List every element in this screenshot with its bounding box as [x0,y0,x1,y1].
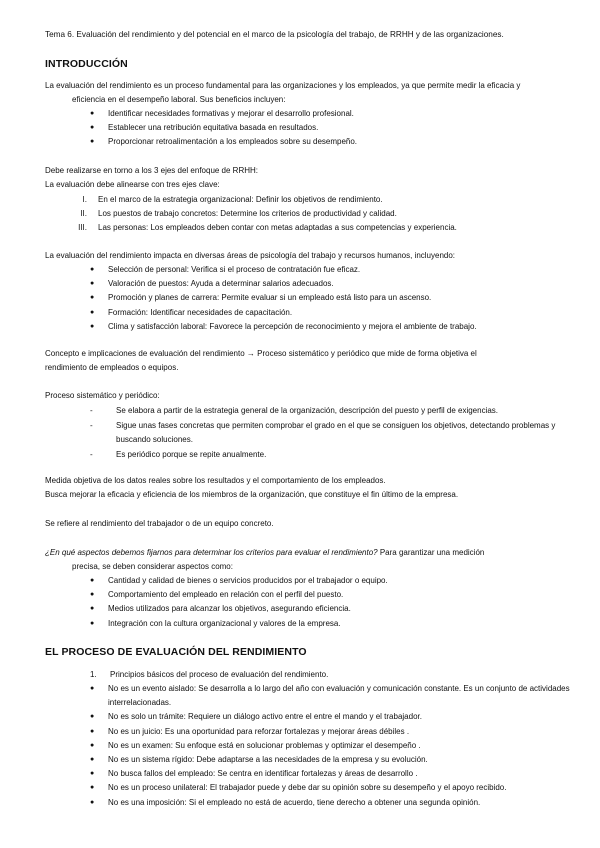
bullet-icon: ● [90,577,95,584]
question-rest: Para garantizar una medición [377,548,485,557]
question-italic: ¿En qué aspectos debemos fijarnos para determinar los criterios para evaluar el rendimiento? [45,548,378,557]
intro-line-2: eficiencia en el desempeño laboral. Sus beneficios incluyen: [72,95,286,104]
bullet-icon: ● [90,110,95,117]
list-item: ● Selección de personal: Verifica si el proceso de contratación fue eficaz. [90,263,477,277]
bullet-icon: ● [90,798,95,806]
concept-line-1: Concepto e implicaciones de evaluación del rendimiento → Proceso sistemático y periódico que mide de forma objetiva el [45,349,477,358]
list-item: ● No es un examen: Su enfoque está en solucionar problemas y optimizar el desempeño . [90,739,590,753]
list-item: ● No es un sistema rígido: Debe adaptarse a las necesidades de la empresa y su evolución. [90,753,590,767]
list-item: ● Promoción y planes de carrera: Permite evaluar si un empleado está listo para un ascenso. [90,291,477,305]
list-item: III. Las personas: Los empleados deben contar con metas adaptadas a sus competencias y experiencia. [78,223,457,233]
bullet-icon: ● [90,294,95,302]
list-item: ● No es una imposición: Si el empleado no está de acuerdo, tiene derecho a obtener una segunda opinión. [90,796,590,810]
bullet-icon: ● [90,322,95,330]
document-header: Tema 6. Evaluación del rendimiento y del potencial en el marco de la psicología del trabajo, de RRHH y de las organizaciones. [45,30,504,39]
principles-numbered-list [90,668,328,682]
question-line-2: precisa, se deben considerar aspectos como: [72,562,233,571]
list-item: ● Valoración de puestos: Ayuda a determinar salarios adecuados. [90,277,477,291]
list-item: I. En el marco de la estrategia organizacional: Definir los objetivos de rendimiento. [82,195,383,204]
list-item: ● No busca fallos del empleado: Se centra en identificar fortalezas y áreas de desarrollo . [90,767,590,781]
list-item: ● No es un juicio: Es una oportunidad para reforzar fortalezas y mejorar áreas débiles . [90,725,590,739]
axes-intro [45,164,590,192]
list-item: ● Establecer una retribución equitativa basada en resultados. [90,121,357,135]
bullet-icon: ● [90,591,95,599]
bullet-icon: ● [90,741,95,749]
measure-line-2: Busca mejorar la eficacia y eficiencia de los miembros de la organización, que constituye el fin último de la empresa. [45,490,459,499]
list-item: ● No es un evento aislado: Se desarrolla a lo largo del año con evaluación y comunicación constante. Es un conjunto de actividades interrelacionadas. [90,684,570,708]
list-item: ● No es solo un trámite: Requiere un diálogo activo entre el entre el mando y el trabajador. [90,710,590,724]
list-item: ● Medios utilizados para alcanzar los objetivos, asegurando eficiencia. [90,602,388,616]
measure-paragraph [45,474,590,502]
concept-line-2: rendimiento de empleados o equipos. [45,363,179,372]
intro-line-1: La evaluación del rendimiento es un proceso fundamental para las organizaciones y los empleados, ya que permite medir la eficacia y [45,81,521,90]
process-list [90,404,560,462]
aspects-list [90,574,388,631]
refers-line: Se refiere al rendimiento del trabajador o de un equipo concreto. [45,519,274,528]
impact-list [90,263,477,334]
list-item: - Es periódico porque se repite anualmente. [90,449,267,459]
axes-line-1: Debe realizarse en torno a los 3 ejes del enfoque de RRHH: [45,166,259,175]
measure-line-1: Medida objetiva de los datos reales sobre los resultados y el comportamiento de los empleados. [45,476,386,485]
list-item: ● Comportamiento del empleado en relación con el perfil del puesto. [90,588,388,602]
bullet-icon: ● [90,619,95,627]
heading-introduccion: INTRODUCCIÓN [45,58,128,70]
bullet-icon: ● [90,784,95,792]
bullet-icon: ● [90,685,95,692]
bullet-icon: ● [90,280,95,288]
concept-paragraph [45,347,590,375]
bullet-icon: ● [90,124,95,132]
list-item: ● Cantidad y calidad de bienes o servicios producidos por el trabajador o equipo. [90,574,388,588]
list-item: ● No es un proceso unilateral: El trabajador puede y debe dar su opinión sobre su desempeño y el apoyo recibido. [90,781,590,795]
list-item: 1. Principios básicos del proceso de evaluación del rendimiento. [90,670,329,679]
bullet-icon: ● [90,308,95,316]
principles-list [90,682,590,810]
impact-line: La evaluación del rendimiento impacta en diversas áreas de psicología del trabajo y recursos humanos, incluyendo: [45,251,456,260]
list-item: ● Formación: Identificar necesidades de capacitación. [90,306,477,320]
bullet-icon: ● [90,770,95,778]
axes-list [73,193,457,236]
benefits-list [90,107,357,150]
bullet-icon: ● [90,266,95,273]
intro-paragraph [45,79,590,107]
question-paragraph [45,546,590,574]
axes-line-2: La evaluación debe alinearse con tres ejes clave: [45,180,220,189]
process-heading: Proceso sistemático y periódico: [45,391,160,400]
list-item: ● Clima y satisfacción laboral: Favorece la percepción de reconocimiento y mejora el ambiente de trabajo. [90,320,477,334]
bullet-icon: ● [90,138,95,146]
list-item: ● Integración con la cultura organizacional y valores de la empresa. [90,617,388,631]
list-item: ● Proporcionar retroalimentación a los empleados sobre su desempeño. [90,135,357,149]
list-item: - Se elabora a partir de la estrategia general de la organización, descripción del puesto y perfil de exigencias. [90,406,499,415]
bullet-icon: ● [90,727,95,735]
list-item: II. Los puestos de trabajo concretos: Determine los criterios de productividad y calidad. [80,209,397,219]
bullet-icon: ● [90,756,95,764]
list-item: - Sigue unas fases concretas que permiten comprobar el grado en el que se consiguen los objetivos, detectando problemas y buscando soluciones. [90,420,556,444]
bullet-icon: ● [90,605,95,613]
heading-proceso: EL PROCESO DE EVALUACIÓN DEL RENDIMIENTO [45,646,307,658]
list-item: ● Identificar necesidades formativas y mejorar el desarrollo profesional. [90,107,357,121]
bullet-icon: ● [90,713,95,721]
